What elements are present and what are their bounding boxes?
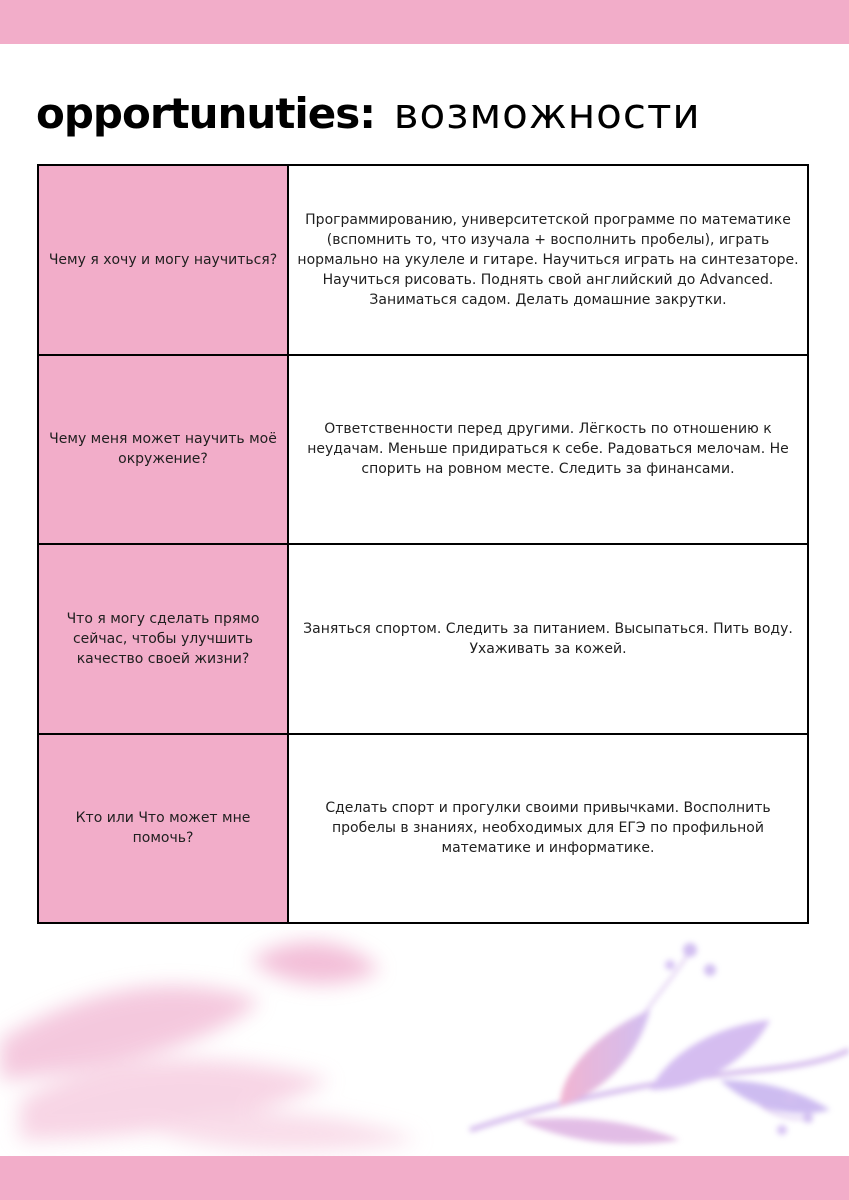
floral-decoration-icon: [0, 930, 849, 1156]
table-row: [38, 544, 808, 734]
top-decor-band: [0, 0, 849, 44]
question-cell: Что я могу сделать прямо сейчас, чтобы улучшить качество своей жизни?: [38, 544, 288, 734]
bottom-decor-band: [0, 1156, 849, 1200]
page-title: [36, 86, 701, 142]
answer-cell: Сделать спорт и прогулки своими привычками. Восполнить пробелы в знаниях, необходимых для ЕГЭ по профильной математике и информатике.: [288, 734, 808, 924]
answer-cell: Программированию, университетской программе по математике (вспомнить то, что изучала + восполнить пробелы), играть нормально на укулеле и гитаре. Научиться играть на синтезаторе. Научиться рисовать. Поднять свой английский до Advanced. Заниматься садом. Делать домашние закрутки.: [288, 165, 808, 355]
question-cell: Чему я хочу и могу научиться?: [38, 165, 288, 355]
answer-cell: Заняться спортом. Следить за питанием. Высыпаться. Пить воду. Ухаживать за кожей.: [288, 544, 808, 734]
question-cell: Чему меня может научить моё окружение?: [38, 355, 288, 545]
table-row: [38, 734, 808, 924]
opportunities-table: [37, 164, 809, 924]
question-cell: Кто или Что может мне помочь?: [38, 734, 288, 924]
table-row: [38, 165, 808, 355]
page-title-russian: возможности: [393, 89, 701, 138]
page-title-english: opportunuties:: [36, 89, 376, 138]
table-row: [38, 355, 808, 545]
answer-cell: Ответственности перед другими. Лёгкость по отношению к неудачам. Меньше придираться к себе. Радоваться мелочам. Не спорить на ровном месте. Следить за финансами.: [288, 355, 808, 545]
